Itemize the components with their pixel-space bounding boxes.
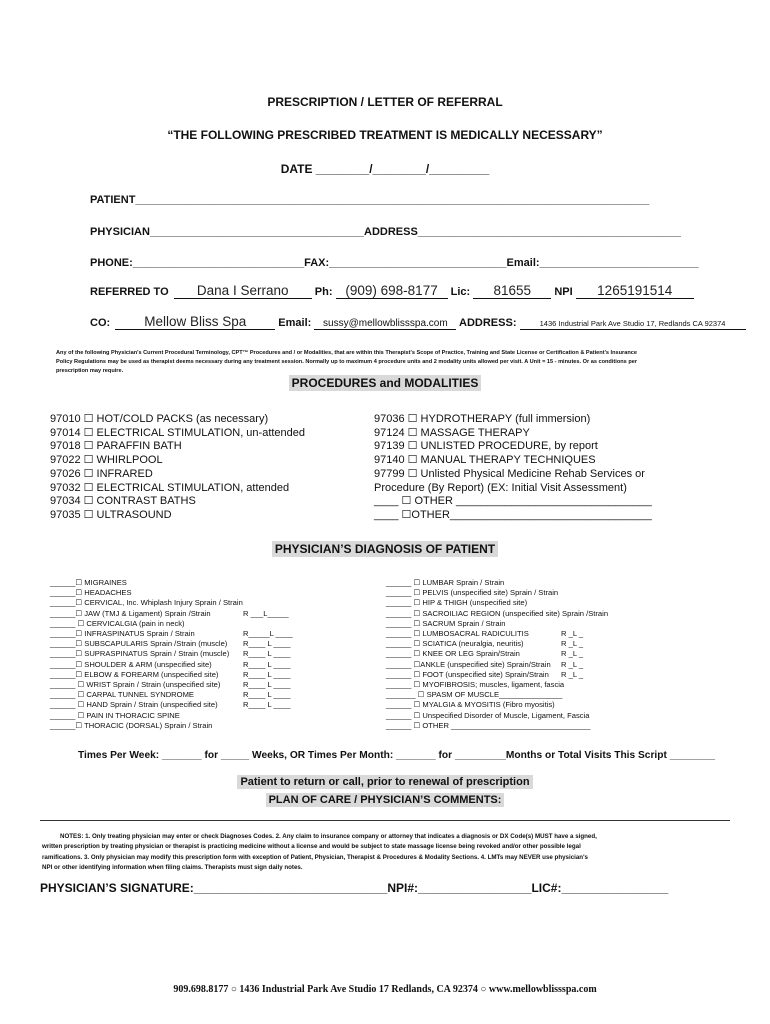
ph-value[interactable]: (909) 698-8177: [345, 283, 438, 298]
plan-of-care-heading: PLAN OF CARE / PHYSICIAN’S COMMENTS:: [0, 794, 770, 806]
ph-label: Ph:: [314, 286, 333, 298]
side-mark[interactable]: R _L _: [561, 669, 584, 679]
procedure-item[interactable]: 97124 ☐ MASSAGE THERAPY: [374, 426, 530, 439]
procedure-item[interactable]: 97139 ☐ UNLISTED PROCEDURE, by report: [374, 440, 598, 453]
side-mark[interactable]: [561, 721, 583, 731]
form-title: PRESCRIPTION / LETTER OF REFERRAL: [267, 95, 503, 109]
side-mark[interactable]: R____ L ____: [243, 669, 291, 679]
side-mark[interactable]: [561, 711, 583, 721]
side-mark[interactable]: [243, 588, 293, 598]
side-mark[interactable]: R ___L_____: [243, 608, 289, 618]
lic-label: Lic:: [450, 286, 471, 298]
referred-to-row: [90, 283, 694, 299]
diagnosis-item[interactable]: ______ ☐ SACROILIAC REGION (unspecified site) Sprain /Strain: [386, 608, 609, 618]
procedure-item[interactable]: 97022 ☐ WHIRLPOOL: [50, 454, 163, 467]
diagnosis-item[interactable]: ______ ☐ KNEE OR LEG Sprain/Strain: [386, 649, 520, 659]
procedure-item[interactable]: 97010 ☐ HOT/COLD PACKS (as necessary): [50, 413, 269, 425]
frequency-line[interactable]: Times Per Week: _______ for _____ Weeks, OR Times Per Month: _______ for _________Months or Total Visits This Script ________: [78, 750, 716, 761]
side-mark[interactable]: [243, 711, 293, 721]
procedure-item[interactable]: 97034 ☐ CONTRAST BATHS: [50, 495, 196, 508]
physician-address-field[interactable]: PHYSICIAN___________________________________ADDRESS___________________________________________: [90, 226, 681, 238]
side-mark[interactable]: [243, 619, 293, 629]
address-value[interactable]: 1436 Industrial Park Ave Studio 17, Redlands CA 92374: [539, 319, 726, 328]
company-row: [90, 314, 746, 330]
procedure-item[interactable]: 97799 ☐ Unlisted Physical Medicine Rehab Services or: [374, 467, 645, 480]
side-mark[interactable]: [243, 721, 293, 731]
diagnosis-item[interactable]: ______ ☐ MYOFIBROSIS; muscles, ligament, fascia: [386, 680, 565, 690]
diagnosis-item[interactable]: ______☐ THORACIC (DORSAL) Sprain / Strain: [50, 720, 213, 730]
procedure-item[interactable]: 97140 ☐ MANUAL THERAPY TECHNIQUES: [374, 454, 596, 467]
co-value[interactable]: Mellow Bliss Spa: [144, 314, 247, 329]
procedures-left-list: [50, 413, 305, 523]
npi-label: NPI: [554, 286, 573, 298]
form-subtitle: “THE FOLLOWING PRESCRIBED TREATMENT IS MEDICALLY NECESSARY”: [167, 128, 603, 142]
procedure-item[interactable]: 97026 ☐ INFRARED: [50, 467, 153, 480]
email-label: Email:: [278, 317, 312, 329]
diagnosis-item[interactable]: ______ ☐ANKLE (unspecified site) Sprain/Strain: [386, 659, 551, 669]
side-mark[interactable]: R_____L ____: [243, 629, 293, 639]
diagnosis-left-side-marks: [243, 578, 293, 731]
address-label: ADDRESS:: [459, 317, 517, 329]
side-mark[interactable]: R____ L ____: [243, 659, 291, 669]
diagnosis-item[interactable]: ______☐ ELBOW & FOREARM (unspecified site): [50, 669, 219, 679]
diagnosis-right-side-marks: [561, 578, 583, 731]
diagnosis-item[interactable]: ______☐ MIGRAINES: [50, 578, 127, 587]
side-mark[interactable]: [561, 588, 583, 598]
procedures-right-list: [374, 413, 652, 523]
side-mark[interactable]: R _L _: [561, 649, 584, 659]
diagnosis-item[interactable]: ______ ☐ CARPAL TUNNEL SYNDROME: [50, 690, 194, 700]
side-mark[interactable]: [561, 690, 583, 700]
signature-line[interactable]: PHYSICIAN’S SIGNATURE:_____________________________NPI#:_________________LIC#:________________: [40, 881, 669, 895]
procedure-item[interactable]: ____ ☐ OTHER ________________________________: [374, 495, 652, 508]
procedure-item[interactable]: 97014 ☐ ELECTRICAL STIMULATION, un-attended: [50, 426, 306, 439]
diagnosis-item[interactable]: ______☐ INFRASPINATUS Sprain / Strain: [50, 629, 195, 639]
procedure-item: Procedure (By Report) (EX: Initial Visit Assessment): [374, 481, 627, 494]
side-mark[interactable]: R____ L ____: [243, 639, 291, 649]
side-mark[interactable]: R____ L ____: [243, 700, 291, 710]
notes: NOTES: 1. Only treating physician may enter or check Diagnoses Codes. 2. Any claim to insurance company or attorney that indicates a diagnosis or DX Code(s) MUST have a signed, written prescription by treating physician or therapist is practicing medicine without a license and would be subject to state massage license being revoked and/or other possible legal ramifications. 3. Only physician may modify this prescription form with exception of Patient, Physician, Therapist & Procedures & Modality Sections. 4. LMTs may NEVER use physician's NPI or other identifying information when filing claims. Therapists must sign daily notes.: [42, 833, 597, 872]
side-mark[interactable]: [561, 609, 583, 619]
co-label: CO:: [90, 317, 111, 329]
diagnosis-item[interactable]: ______ ☐ LUMBOSACRAL RADICULITIS: [386, 629, 529, 639]
side-mark[interactable]: R _L _: [561, 659, 584, 669]
side-mark[interactable]: [561, 700, 583, 710]
diagnosis-item[interactable]: ______ ☐ WRIST Sprain / Strain (unspecified site): [50, 680, 221, 690]
lic-value[interactable]: 81655: [493, 283, 532, 298]
procedure-item[interactable]: 97035 ☐ ULTRASOUND: [50, 508, 172, 521]
date-field[interactable]: DATE ________/________/_________: [280, 162, 490, 176]
diagnosis-item[interactable]: ______ ☐ FOOT (unspecified site) Sprain/Strain: [386, 669, 549, 679]
diagnosis-item[interactable]: _______ ☐ SPASM OF MUSCLE_______________: [386, 690, 563, 700]
diagnosis-item[interactable]: ______ ☐ HIP & THIGH (unspecified site): [386, 598, 528, 608]
side-mark[interactable]: [561, 578, 583, 588]
diagnosis-item[interactable]: ______ ☐ SCIATICA (neuralgia, neuritis): [386, 639, 524, 649]
procedure-item[interactable]: ____ ☐OTHER_________________________________: [374, 508, 652, 521]
patient-field[interactable]: PATIENT____________________________________________________________________________________: [90, 194, 650, 206]
side-mark[interactable]: [561, 619, 583, 629]
procedure-item[interactable]: 97036 ☐ HYDROTHERAPY (full immersion): [374, 413, 591, 425]
diagnosis-item[interactable]: ______☐ SUBSCAPULARIS Sprain /Strain (muscle): [50, 639, 228, 649]
side-mark[interactable]: [243, 578, 293, 588]
procedures-heading: PROCEDURES and MODALITIES: [0, 376, 770, 390]
email-value[interactable]: sussy@mellowblissspa.com: [323, 318, 448, 329]
side-mark[interactable]: [243, 598, 293, 608]
side-mark[interactable]: R____ L ____: [243, 649, 291, 659]
side-mark[interactable]: R____ L ____: [243, 690, 291, 700]
diagnosis-item[interactable]: ______☐ SHOULDER & ARM (unspecified site): [50, 659, 212, 669]
diagnosis-item[interactable]: ______ ☐ MYALGIA & MYOSITIS (Fibro myositis): [386, 700, 555, 710]
diagnosis-item[interactable]: ______ ☐ PAIN IN THORACIC SPINE: [50, 710, 180, 720]
side-mark[interactable]: [561, 598, 583, 608]
side-mark[interactable]: [561, 680, 583, 690]
policy-note: Any of the following Physician's Current Procedural Terminology, CPT™ Procedures and / or Modalities, that are within this Therapist's Scope of Practice, Training and State License or Certification & Patient's Insurance Policy Regulations may be used as therapist deems necessary during any treatment session. Normally up to maximum 4 procedure units and 2 modality units allowed per visit. A Unit = 15 - minutes. Or as conditions per prescription may require.: [56, 350, 638, 374]
diagnosis-item[interactable]: ______ ☐ Unspecified Disorder of Muscle, Ligament, Fascia: [386, 710, 590, 720]
diagnosis-left-list: [50, 578, 243, 731]
return-notice: Patient to return or call, prior to renewal of prescription: [0, 776, 770, 788]
side-mark[interactable]: R _L _: [561, 629, 584, 639]
divider: [40, 820, 730, 821]
side-mark[interactable]: R _L _: [561, 639, 584, 649]
diagnosis-heading: PHYSICIAN’S DIAGNOSIS OF PATIENT: [0, 542, 770, 556]
diagnosis-item[interactable]: ______ ☐ SACRUM Sprain / Strain: [386, 618, 506, 628]
side-mark[interactable]: R____ L ____: [243, 680, 291, 690]
diagnosis-item[interactable]: ______☐ SUPRASPINATUS Sprain / Strain (muscle): [50, 649, 230, 659]
procedure-item[interactable]: 97018 ☐ PARAFFIN BATH: [50, 440, 182, 453]
diagnosis-item[interactable]: ______☐ CERVICAL, Inc. Whiplash Injury Sprain / Strain: [50, 598, 243, 608]
diagnosis-item[interactable]: ______☐ HEADACHES: [50, 588, 132, 598]
diagnosis-item[interactable]: ______ ☐ LUMBAR Sprain / Strain: [386, 578, 505, 587]
diagnosis-item[interactable]: ______ ☐ OTHER _________________________________: [386, 720, 591, 730]
diagnosis-item[interactable]: ______ ☐ HAND Sprain / Strain (unspecified site): [50, 700, 218, 710]
npi-value[interactable]: 1265191514: [597, 283, 673, 298]
diagnosis-item[interactable]: ______ ☐ CERVICALGIA (pain in neck): [50, 618, 185, 628]
referred-label: REFERRED TO: [90, 286, 169, 298]
footer-contact: 909.698.8177 ○ 1436 Industrial Park Ave Studio 17 Redlands, CA 92374 ○ www.mellowblissspa.com: [173, 984, 597, 995]
diagnosis-item[interactable]: ______☐ JAW (TMJ & Ligament) Sprain /Strain: [50, 608, 211, 618]
diagnosis-item[interactable]: ______ ☐ PELVIS (unspecified site) Sprain / Strain: [386, 588, 559, 598]
referred-value[interactable]: Dana I Serrano: [196, 283, 289, 298]
procedure-item[interactable]: 97032 ☐ ELECTRICAL STIMULATION, attended: [50, 481, 290, 494]
phone-fax-email-field[interactable]: PHONE:____________________________FAX:_____________________________Email:__________________________: [90, 257, 699, 269]
